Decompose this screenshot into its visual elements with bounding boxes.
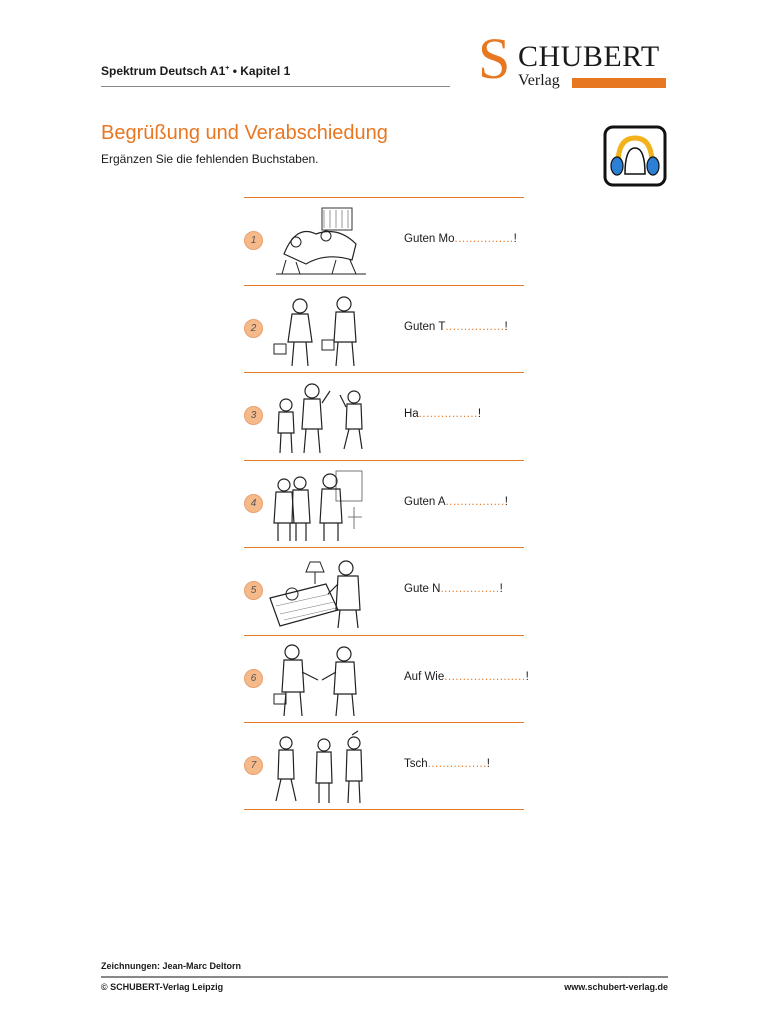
illustration-bye-icon [266, 729, 378, 805]
phrase-prefix: Auf Wie [404, 670, 445, 683]
book-level-sup: + [225, 65, 230, 72]
answer-blank[interactable]: ................ [427, 758, 487, 770]
phrase-suffix: ! [525, 670, 529, 683]
header-title [101, 64, 290, 78]
title-separator: • [229, 64, 241, 78]
exercise-list [244, 197, 529, 810]
exercise-number: 4 [244, 494, 263, 513]
chapter-label: Kapitel 1 [240, 64, 291, 78]
exercise-number: 7 [244, 756, 263, 775]
phrase-prefix: Tsch [404, 758, 428, 770]
copyright: © SCHUBERT-Verlag Leipzig [101, 982, 224, 992]
book-title: Spektrum Deutsch A1 [101, 64, 226, 78]
illustration-night-icon [266, 554, 378, 630]
header-divider [101, 86, 450, 87]
phrase-suffix: ! [499, 583, 503, 595]
exercise-phrase [404, 408, 481, 420]
headphones-icon [602, 124, 668, 188]
logo-name: CHUBERT [518, 40, 660, 73]
footer-divider [101, 976, 668, 978]
phrase-prefix: Guten T [404, 320, 446, 333]
exercise-phrase [404, 671, 529, 683]
answer-blank[interactable]: ................ [418, 408, 478, 420]
illustration-evening-icon [266, 467, 378, 543]
illustration-hello-icon [266, 379, 378, 455]
exercise-phrase [404, 758, 490, 770]
exercise-row [244, 285, 524, 373]
exercise-number: 5 [244, 581, 263, 600]
page-title: Begrüßung und Verabschiedung [101, 122, 388, 144]
logo-sub: Verlag [518, 72, 560, 89]
answer-blank[interactable]: ................ [440, 583, 500, 595]
phrase-prefix: Guten Mo [404, 233, 455, 245]
logo-bar [572, 78, 666, 88]
exercise-number: 2 [244, 319, 263, 338]
phrase-suffix: ! [504, 495, 508, 508]
exercise-number: 6 [244, 669, 263, 688]
illustration-goodbye-icon [266, 642, 378, 718]
answer-blank[interactable]: ................ [454, 233, 514, 245]
phrase-suffix: ! [477, 408, 482, 420]
illustration-credit: Zeichnungen: Jean-Marc Deltorn [101, 961, 242, 971]
exercise-row [244, 547, 524, 635]
exercise-number: 3 [244, 406, 263, 425]
instructions: Ergänzen Sie die fehlenden Buchstaben. [101, 152, 319, 166]
exercise-number: 1 [244, 231, 263, 250]
logo-first-letter: S [478, 26, 511, 91]
exercise-phrase [404, 583, 503, 595]
exercise-phrase [404, 321, 508, 333]
exercise-row [244, 372, 524, 460]
answer-blank[interactable]: ...................... [444, 670, 526, 683]
phrase-prefix: Gute N [404, 583, 441, 595]
phrase-prefix: Guten A [404, 495, 446, 508]
exercise-row [244, 722, 524, 810]
exercise-phrase [404, 233, 517, 245]
website-link[interactable]: www.schubert-verlag.de [564, 982, 668, 992]
answer-blank[interactable]: ................ [445, 320, 505, 333]
answer-blank[interactable]: ................ [445, 495, 505, 508]
illustration-morning-icon [266, 204, 378, 280]
exercise-row [244, 197, 524, 285]
phrase-suffix: ! [486, 758, 490, 770]
exercise-phrase [404, 496, 508, 508]
exercise-row [244, 460, 524, 548]
phrase-suffix: ! [504, 320, 508, 333]
publisher-logo [478, 26, 668, 94]
illustration-day-icon [266, 292, 378, 368]
exercise-row [244, 635, 529, 723]
phrase-suffix: ! [513, 233, 517, 245]
phrase-prefix: Ha [404, 408, 419, 420]
